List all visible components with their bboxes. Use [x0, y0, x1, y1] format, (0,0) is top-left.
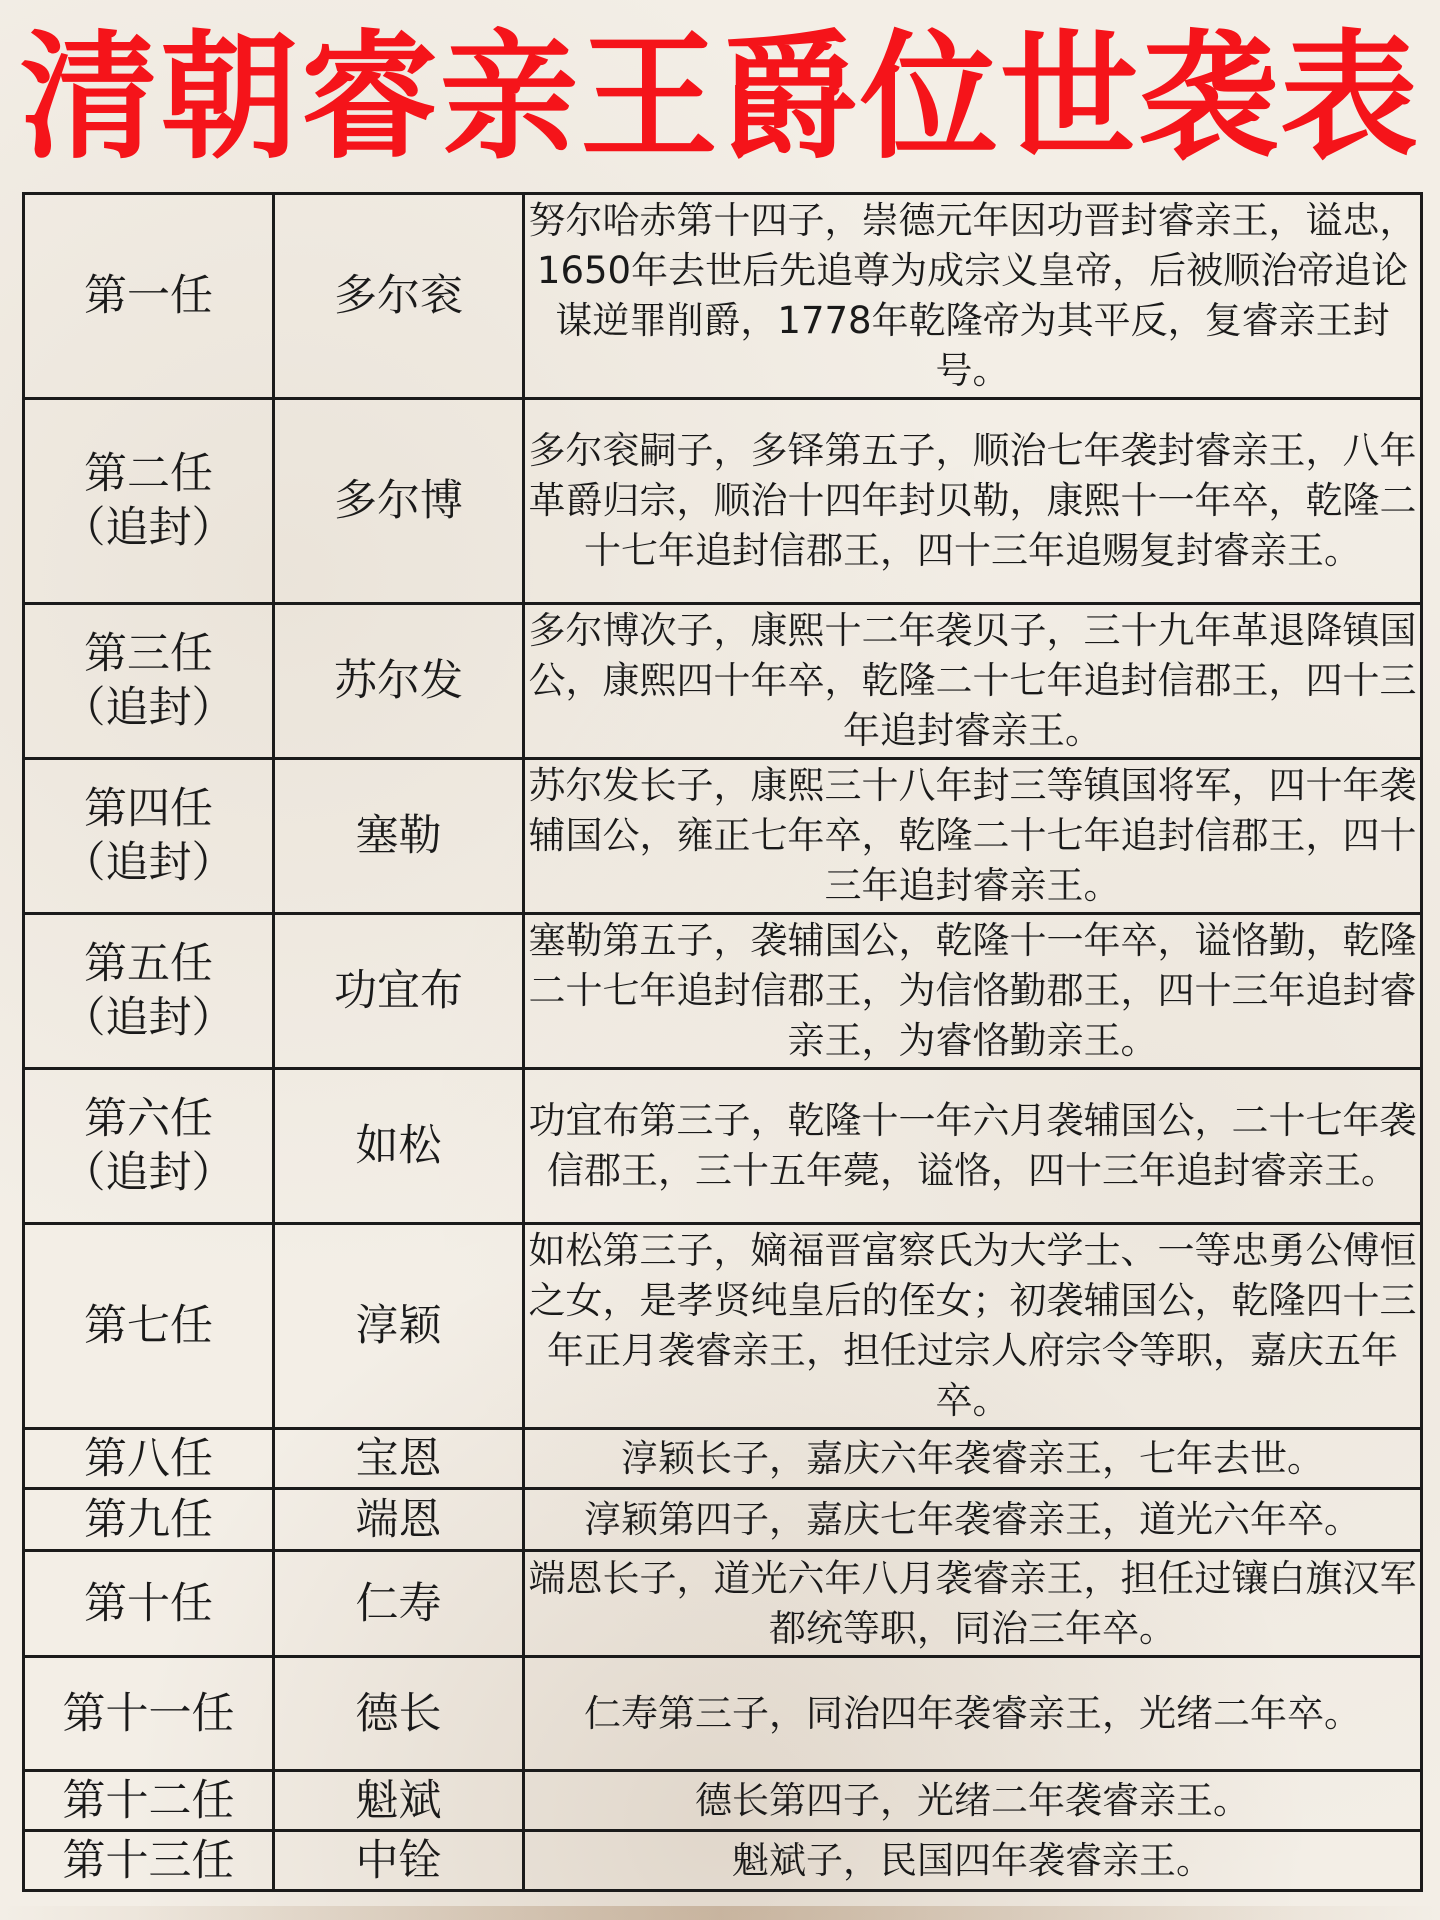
rank-label: 第四任 — [84, 784, 213, 834]
description-cell: 多尔衮嗣子，多铎第五子，顺治七年袭封睿亲王，八年革爵归宗，顺治十四年封贝勒，康熙十一年卒，乾隆二十七年追封信郡王，四十三年追赐复封睿亲王。 — [524, 399, 1422, 604]
description-cell: 多尔博次子，康熙十二年袭贝子，三十九年革退降镇国公，康熙四十年卒，乾隆二十七年追封信郡王，四十三年追封睿亲王。 — [524, 604, 1422, 759]
holder-name: 魁斌 — [355, 1775, 442, 1826]
table-row — [24, 1489, 1422, 1551]
name-cell — [274, 604, 524, 759]
rank-cell — [24, 1831, 274, 1891]
rank-cell — [24, 399, 274, 604]
table-row — [24, 1069, 1422, 1224]
holder-name: 淳颖 — [355, 1301, 442, 1351]
rank-label: 第九任 — [84, 1494, 213, 1545]
rank-label: 第三任 — [84, 629, 213, 679]
holder-name: 如松 — [355, 1121, 442, 1171]
table-row — [24, 759, 1422, 914]
description-cell: 淳颖长子，嘉庆六年袭睿亲王，七年去世。 — [524, 1429, 1422, 1489]
rank-cell — [24, 1069, 274, 1224]
description-cell: 仁寿第三子，同治四年袭睿亲王，光绪二年卒。 — [524, 1657, 1422, 1771]
holder-name: 苏尔发 — [334, 656, 463, 706]
holder-name: 端恩 — [355, 1494, 442, 1545]
rank-label: 第十二任 — [62, 1775, 235, 1826]
rank-label: 第十三任 — [62, 1835, 235, 1886]
rank-cell — [24, 1657, 274, 1771]
holder-name: 仁寿 — [355, 1578, 442, 1629]
rank-note: （追封） — [62, 1148, 235, 1198]
rank-cell — [24, 194, 274, 399]
description-cell: 努尔哈赤第十四子，崇德元年因功晋封睿亲王，谥忠，1650年去世后先追尊为成宗义皇帝，后被顺治帝追论谋逆罪削爵，1778年乾隆帝为其平反，复睿亲王封号。 — [524, 194, 1422, 399]
description-cell: 德长第四子，光绪二年袭睿亲王。 — [524, 1771, 1422, 1831]
rank-label: 第六任 — [84, 1094, 213, 1144]
table-row — [24, 604, 1422, 759]
name-cell — [274, 1657, 524, 1771]
rank-note: （追封） — [62, 503, 235, 553]
holder-name: 宝恩 — [355, 1433, 442, 1484]
description-cell: 苏尔发长子，康熙三十八年封三等镇国将军，四十年袭辅国公，雍正七年卒，乾隆二十七年追封信郡王，四十三年追封睿亲王。 — [524, 759, 1422, 914]
table-row — [24, 399, 1422, 604]
name-cell — [274, 914, 524, 1069]
rank-cell — [24, 1551, 274, 1657]
succession-table — [22, 192, 1423, 1892]
description-cell: 淳颖第四子，嘉庆七年袭睿亲王，道光六年卒。 — [524, 1489, 1422, 1551]
name-cell — [274, 1771, 524, 1831]
rank-label: 第二任 — [84, 449, 213, 499]
table-row — [24, 1657, 1422, 1771]
name-cell — [274, 399, 524, 604]
name-cell — [274, 1551, 524, 1657]
holder-name: 功宜布 — [334, 966, 463, 1016]
rank-cell — [24, 604, 274, 759]
table-row — [24, 1224, 1422, 1429]
holder-name: 多尔衮 — [334, 271, 463, 321]
rank-cell — [24, 1771, 274, 1831]
bottom-ornament — [0, 1906, 1440, 1920]
rank-cell — [24, 1224, 274, 1429]
rank-label: 第五任 — [84, 939, 213, 989]
rank-label: 第一任 — [84, 271, 213, 321]
rank-cell — [24, 914, 274, 1069]
name-cell — [274, 1489, 524, 1551]
name-cell — [274, 1831, 524, 1891]
name-cell — [274, 1224, 524, 1429]
rank-label: 第八任 — [84, 1433, 213, 1484]
holder-name: 塞勒 — [355, 811, 442, 861]
succession-table-wrapper — [22, 192, 1420, 1892]
table-row — [24, 1429, 1422, 1489]
rank-note: （追封） — [62, 838, 235, 888]
rank-label: 第七任 — [84, 1301, 213, 1351]
table-row — [24, 1551, 1422, 1657]
page-title: 清朝睿亲王爵位世袭表 — [19, 17, 1420, 178]
description-cell: 魁斌子，民国四年袭睿亲王。 — [524, 1831, 1422, 1891]
name-cell — [274, 759, 524, 914]
rank-label: 第十任 — [84, 1578, 213, 1629]
name-cell — [274, 1069, 524, 1224]
table-row — [24, 914, 1422, 1069]
rank-note: （追封） — [62, 993, 235, 1043]
name-cell — [274, 194, 524, 399]
rank-cell — [24, 1489, 274, 1551]
rank-cell — [24, 759, 274, 914]
rank-note: （追封） — [62, 683, 235, 733]
rank-label: 第十一任 — [62, 1688, 235, 1739]
table-row — [24, 194, 1422, 399]
holder-name: 多尔博 — [334, 476, 463, 526]
description-cell: 塞勒第五子，袭辅国公，乾隆十一年卒，谥恪勤，乾隆二十七年追封信郡王，为信恪勤郡王，四十三年追封睿亲王，为睿恪勤亲王。 — [524, 914, 1422, 1069]
description-cell: 功宜布第三子，乾隆十一年六月袭辅国公，二十七年袭信郡王，三十五年薨，谥恪，四十三年追封睿亲王。 — [524, 1069, 1422, 1224]
holder-name: 中铨 — [355, 1835, 442, 1886]
table-row — [24, 1771, 1422, 1831]
table-row — [24, 1831, 1422, 1891]
name-cell — [274, 1429, 524, 1489]
holder-name: 德长 — [355, 1688, 442, 1739]
rank-cell — [24, 1429, 274, 1489]
description-cell: 端恩长子，道光六年八月袭睿亲王，担任过镶白旗汉军都统等职，同治三年卒。 — [524, 1551, 1422, 1657]
description-cell: 如松第三子，嫡福晋富察氏为大学士、一等忠勇公傅恒之女，是孝贤纯皇后的侄女；初袭辅国公，乾隆四十三年正月袭睿亲王，担任过宗人府宗令等职，嘉庆五年卒。 — [524, 1224, 1422, 1429]
